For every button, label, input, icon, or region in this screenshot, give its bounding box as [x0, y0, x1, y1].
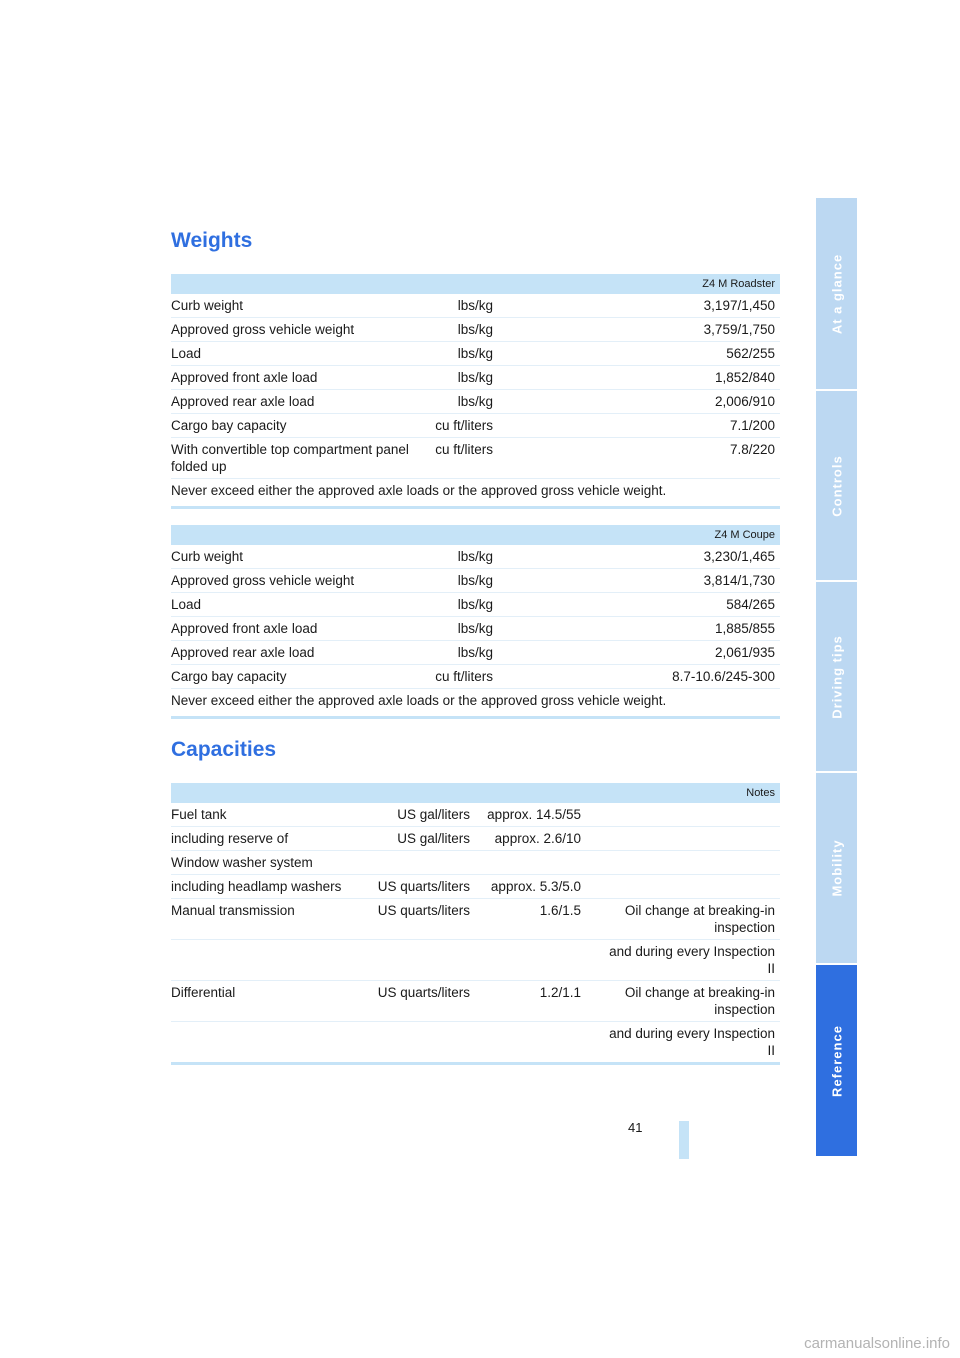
row-label: Approved front axle load	[171, 617, 423, 641]
row-label: Curb weight	[171, 298, 244, 313]
table-row	[171, 940, 780, 981]
row-value	[475, 1022, 586, 1063]
row-value	[475, 940, 586, 981]
page-number: 41	[628, 1120, 643, 1135]
row-unit: US gal/liters	[367, 827, 475, 851]
row-label: With convertible top compartment panel folded up	[171, 438, 423, 479]
row-notes	[586, 803, 780, 827]
row-label: Load	[171, 342, 423, 366]
sidebar-tab-label: Controls	[829, 454, 844, 517]
row-unit	[367, 1022, 475, 1063]
row-notes	[586, 851, 780, 875]
table-row	[171, 414, 780, 438]
table-note-row	[171, 689, 780, 717]
watermark: carmanualsonline.info	[804, 1335, 950, 1352]
row-notes: and during every Inspection II	[586, 1022, 780, 1063]
row-value: approx. 5.3/5.0	[475, 875, 586, 899]
row-label: Approved rear axle load	[171, 390, 423, 414]
row-unit: lbs/kg	[423, 569, 498, 593]
table-row	[171, 390, 780, 414]
row-unit: US quarts/liters	[367, 981, 475, 1022]
roadster-weights-table	[171, 274, 780, 509]
row-unit: US quarts/liters	[367, 875, 475, 899]
weight-note: Never exceed either the approved axle loads or the approved gross vehicle weight.	[171, 479, 780, 507]
sidebar-tab-label: Mobility	[829, 839, 844, 897]
row-unit	[367, 940, 475, 981]
row-value: 3,814/1,730	[498, 569, 780, 593]
row-label: Fuel tank	[171, 807, 227, 822]
row-unit: cu ft/liters	[423, 665, 498, 689]
table-header	[171, 274, 780, 294]
row-value: 1.2/1.1	[475, 981, 586, 1022]
sidebar-tab-controls[interactable]	[816, 391, 857, 580]
row-label: Approved front axle load	[171, 366, 423, 390]
capacities-table	[171, 783, 780, 1065]
row-notes: Oil change at breaking-in inspection	[586, 899, 780, 940]
row-value: 2,006/910	[498, 390, 780, 414]
sidebar-tab-at-a-glance[interactable]	[816, 198, 857, 389]
capacities-notes-header: Notes	[171, 783, 780, 803]
row-value	[475, 851, 586, 875]
table-row	[171, 366, 780, 390]
row-label: Cargo bay capacity	[171, 665, 423, 689]
table-end-rule	[171, 506, 780, 508]
table-row	[171, 981, 780, 1022]
row-value: 3,230/1,465	[703, 549, 775, 564]
row-value: 7.8/220	[498, 438, 780, 479]
row-value: approx. 14.5/55	[487, 807, 581, 822]
row-unit: lbs/kg	[457, 549, 493, 564]
row-unit: lbs/kg	[423, 318, 498, 342]
table-row	[171, 1022, 780, 1063]
row-label: Differential	[171, 981, 367, 1022]
table-row	[171, 899, 780, 940]
row-unit: lbs/kg	[423, 617, 498, 641]
table-row	[171, 438, 780, 479]
table-row	[171, 641, 780, 665]
coupe-weights-table	[171, 525, 780, 719]
table-end-rule	[171, 1062, 780, 1064]
coupe-header: Z4 M Coupe	[171, 525, 780, 545]
row-label	[171, 1022, 367, 1063]
sidebar-tab-label: Driving tips	[829, 634, 844, 719]
table-header	[171, 783, 780, 803]
row-label: Approved gross vehicle weight	[171, 318, 423, 342]
sidebar-tab-reference[interactable]	[816, 965, 857, 1156]
row-label: Curb weight	[171, 549, 244, 564]
row-label: including headlamp washers	[171, 875, 367, 899]
row-notes	[586, 827, 780, 851]
row-label	[171, 940, 367, 981]
row-unit: lbs/kg	[423, 390, 498, 414]
row-unit: cu ft/liters	[423, 438, 498, 479]
row-unit: US gal/liters	[397, 807, 470, 822]
row-unit: lbs/kg	[423, 593, 498, 617]
row-unit: lbs/kg	[457, 298, 493, 313]
row-label: Load	[171, 593, 423, 617]
table-row	[171, 569, 780, 593]
table-row	[171, 665, 780, 689]
roadster-header: Z4 M Roadster	[171, 274, 780, 294]
table-row	[171, 593, 780, 617]
table-row	[171, 875, 780, 899]
row-value: approx. 2.6/10	[475, 827, 586, 851]
row-notes	[586, 875, 780, 899]
row-value: 1,885/855	[498, 617, 780, 641]
row-value: 584/265	[498, 593, 780, 617]
row-label: Window washer system	[171, 851, 367, 875]
row-label: Cargo bay capacity	[171, 414, 423, 438]
row-value: 1,852/840	[498, 366, 780, 390]
row-unit: lbs/kg	[423, 641, 498, 665]
row-label: Approved rear axle load	[171, 641, 423, 665]
row-unit: lbs/kg	[423, 342, 498, 366]
table-row	[171, 851, 780, 875]
row-unit	[367, 851, 475, 875]
row-notes: and during every Inspection II	[586, 940, 780, 981]
sidebar-tab-label: At a glance	[829, 253, 844, 334]
row-unit: lbs/kg	[423, 366, 498, 390]
weights-title: Weights	[171, 229, 253, 252]
row-label: including reserve of	[171, 827, 367, 851]
table-row	[171, 827, 780, 851]
row-value: 562/255	[498, 342, 780, 366]
sidebar-tab-label: Reference	[829, 1024, 844, 1097]
table-row	[171, 803, 780, 827]
table-row	[171, 318, 780, 342]
capacities-title: Capacities	[171, 738, 277, 761]
row-value: 3,759/1,750	[498, 318, 780, 342]
row-label: Approved gross vehicle weight	[171, 569, 423, 593]
row-value: 3,197/1,450	[703, 298, 775, 313]
table-header	[171, 525, 780, 545]
row-label: Manual transmission	[171, 899, 367, 940]
row-value: 1.6/1.5	[475, 899, 586, 940]
row-value: 2,061/935	[498, 641, 780, 665]
sidebar-tab-mobility[interactable]	[816, 773, 857, 963]
table-row	[171, 617, 780, 641]
page-number-bar	[679, 1121, 689, 1159]
section-sidebar	[816, 198, 857, 1158]
row-unit: US quarts/liters	[367, 899, 475, 940]
row-value: 7.1/200	[498, 414, 780, 438]
row-value: 8.7-10.6/245-300	[498, 665, 780, 689]
table-row	[171, 342, 780, 366]
table-row	[171, 545, 780, 569]
table-end-rule	[171, 716, 780, 718]
sidebar-tab-driving-tips[interactable]	[816, 582, 857, 771]
table-row	[171, 294, 780, 318]
table-note-row	[171, 479, 780, 507]
row-unit: cu ft/liters	[423, 414, 498, 438]
weight-note: Never exceed either the approved axle loads or the approved gross vehicle weight.	[171, 689, 780, 717]
row-notes: Oil change at breaking-in inspection	[586, 981, 780, 1022]
